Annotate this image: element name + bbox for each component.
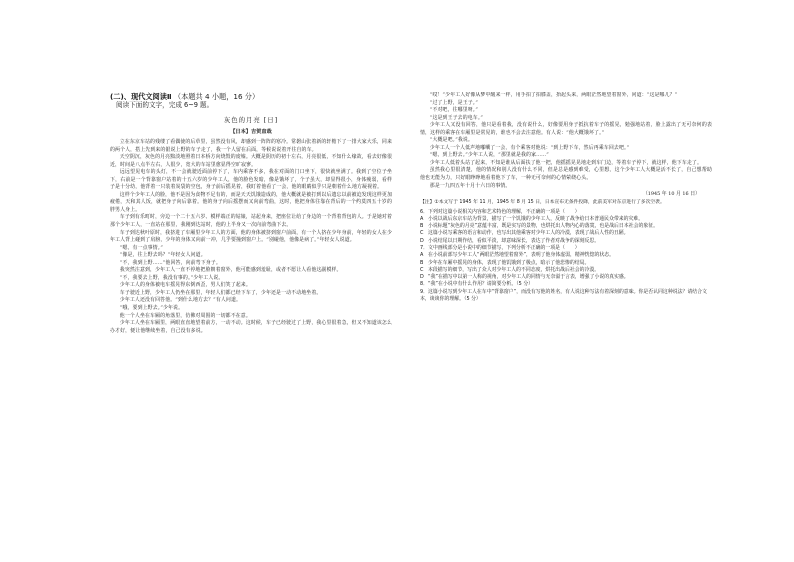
answer-option — [420, 259, 712, 267]
option-text: 小说标题“灰色的月亮”意蕴丰富，既是实写的景物，也烘托出人物内心的落寞，也是战后日本社会的象征。 — [428, 223, 659, 230]
option-text: 少年在车厢中摇晃的身体，表现了他饥饿到了极点，暗示了他悲惨的结局。 — [428, 259, 590, 266]
question-stem: 6．下列对这篇小说相关内容和艺术特色的理解，不正确的一项是（ ） — [420, 208, 580, 215]
option-label: C — [420, 230, 424, 237]
story-paragraph: 我突然注意到，少年工人一直不停地把脸朝着窗外，他可能感到羞耻，或者不愿让人看他这副模样。 — [119, 267, 342, 274]
right-column — [420, 92, 712, 494]
story-paragraph: 那是一九四五年十月十六日的事情。 — [429, 182, 511, 189]
section-instruction: 阅读下面的文字，完成 6~9 题。 — [116, 101, 214, 109]
option-label: C — [420, 266, 424, 273]
story-paragraph: 少年工人低着头站了起来，不知是谁从后面扶了他一把，他摇摇晃晃地走到车门边，等着车子停下，就这样，他下车走了。 — [429, 159, 702, 166]
story-paragraph: 车子驶近上野，少年工人仍坐在那里，年轻人们都已经下车了，少年还是一动不动地坐着。 — [119, 289, 322, 296]
story-title: 灰色的月亮 [日] — [223, 116, 279, 124]
option-text: 在小说前部写少年工人“两眼茫然地望着窗外”，表明了他身体虚弱，精神恍惚的状态。 — [428, 252, 615, 259]
story-paragraph: “大概是吧。”我说。 — [429, 137, 473, 144]
option-label: B — [420, 223, 424, 230]
section-title: (二)、现代文阅读Ⅱ — [110, 92, 172, 101]
story-paragraph: “这是到王子去的电车。” — [429, 114, 484, 121]
option-text: 小说以战后东京车站为背景，描写了一个饥饿的少年工人，反映了战争给日本普通民众带来的灾难。 — [428, 215, 644, 222]
answer-option — [420, 237, 712, 245]
story-paragraph: “嗯，到上野去。”少年工人说，“那里就是我的家……” — [429, 152, 549, 159]
option-label: B — [420, 259, 424, 266]
story-paragraph: “不，我到上野……”他回答，向前弯下身子。 — [119, 259, 221, 266]
option-label: D — [420, 274, 424, 281]
story-date: （1945 年 10 月 16 日） — [642, 191, 700, 198]
story-subtitle: 【日本】吉贺直哉 — [230, 129, 272, 135]
question-stem: 7．文中画线部分是小说中的细节描写，下列分析不正确的一项是（ ） — [420, 245, 580, 251]
story-paragraph: 车子到达秋叶原时，我挤进了车厢里少年工人的方面，他的身体被挤到窗户前面，有一个人挤在少年身前，年轻的女人在少年工人背上碰到了肩膀，少年的身体又向前一冲，几乎要撞到窗户上。“别碰他，他像是病了。”年轻女人说道。 — [110, 229, 392, 244]
story-paragraph: 少年工人一个人低声地嘟囔了一会，有个乘客对他说：“到上野下车，然后再乘车回去吧。” — [429, 144, 630, 151]
story-paragraph: 少年工人坐在车厢里，两眼直直地望着前方，一动不动。这时候，车子已经驶过了上野，我心里很着急，但又不知道该怎么办才好，便让他继续坐着，自己没有多说。 — [110, 320, 392, 334]
story-paragraph: 少年工人又没有回答，他只是看着我，没有说什么，好像要用身子抵抗着车子的摇晃，勉强地站着，脸上露出了无可奈何的表情，这样的乘客在车厢里是常见的，谁也不会去注意他。有人说：“他大概饿坏了。” — [420, 122, 712, 136]
story-paragraph: 立在东京车站的残缕了看偶使的后草里，虽然没有风，却感到一阵阵的寒冷。常磐山张着新的轩檐下了一排大家大乐，同来的两个人，搭上先到来的银说上野的车子走了，我一个人留在后面，等候说说着开往自的车。 — [110, 139, 392, 153]
left-column — [110, 92, 392, 494]
story-paragraph: 少年工人的身体被电车摇晃得东倒西歪，男人们笑了起来。 — [119, 282, 251, 289]
story-paragraph: 虽然我心里很清楚，他的情况和别人没有什么不同，但是总是感到难受，心里想，这个少年工人大概是活不长了，自己想帮助他也无能为力，只好眼睁睁地看着他下了车，一种无可奈何的心情萦绕心头。 — [420, 167, 712, 182]
story-paragraph: 这样个少年工人的脸，他不是因为食物不足有的，而是天天饥饿造成的，他大概就是被打到以后遗忘以前被迫发现这样更加疲倦，天和其人饭，就把身子向后靠着。他的身子向后摇摆而又向前弯曲，这时，他把身体往靠在背后的一个约莫四五十岁的胖男人身上。 — [110, 191, 392, 213]
story-paragraphs-left — [110, 139, 392, 335]
story-paragraph: “过了上野，是王子。” — [429, 99, 479, 106]
footnote: 【注】①本文写于 1945 年 11 月，1945 年 8 月 15 日，日本宣布无条件投降，此前美军对东京进行了多次空袭。 — [420, 200, 665, 206]
option-text: 本段描写的细节，写出了众人对少年工人的不同态度，烘托出战后社会的冷漠。 — [428, 266, 600, 273]
answer-option — [420, 252, 712, 259]
story-paragraph: “哎！”少年工人好像从梦中醒来一样，用手拍了拍膝盖，抬起头来，两眼茫然地望着窗外，问道：“这是哪儿？” — [429, 92, 678, 98]
option-label: A — [420, 215, 424, 222]
story-paragraphs-right — [420, 92, 712, 190]
story-paragraph: 车子到有乐町时，旁边一个二十五六岁、模样端正的姑娘，站起身来，把座位让给了身边的一个背着背包的人。于是她对着那个少年工人，一直站在那里，我刚到达站时，他的上半身又一次向前弯曲下去。 — [110, 214, 392, 229]
option-text: 小说结尾以日期作结，看似平淡，却意味深长，表达了作者对战争的深刻反思。 — [428, 237, 600, 244]
answer-option — [420, 215, 712, 223]
question-8: 8．“我”在小说中有什么作用？请简要分析。（5 分） — [420, 281, 534, 288]
story-paragraph: 少年工人还没有回答他。“到什么地方去？”有人问道。 — [119, 297, 242, 304]
story-paragraph: “不对吧，往哪里呀。” — [429, 107, 479, 114]
question-9: 9．这篇小说写到少年工人在车中“背靠窗户”，而没有写他的姓名，有人说这种写法有着深刻的意味。你是否认同这种说法？请结合文本，谈谈你的理解。（5 分） — [420, 288, 707, 303]
option-text: 这篇小说写乘客的语言和动作，也写出其他乘客对少年工人的冷漠，表现了战后人性的丑陋。 — [428, 230, 629, 237]
option-label: D — [420, 237, 424, 244]
question-list — [420, 209, 712, 282]
story-paragraph: 远远望见电车的头灯，不一会就驶近面前停下了，车内乘客不多，我在对面的门口坐下，很快就坐满了。我到了空位子坐下，右前是一个背靠窗户站着的十五六岁的少年工人，他的脸色发暗，像是饿坏了，个子虽大，却显得很小，身体瘦弱，看样子是十分幼，他背着一只装着炭袋的空包，身子前后摇晃着，我盯着他看了一会，他的眼睛似乎只是朝着什么地方凝视着。 — [110, 169, 392, 191]
story-paragraph: “哦，要到上野去。”少年说。 — [119, 305, 184, 312]
option-label: A — [420, 252, 424, 259]
option-text: “我”在描写中以第一人称的视角，对少年工人的同情与无奈溢于言表，增强了小说的真实感。 — [428, 274, 629, 281]
section-score: （本题共 4 小题，16 分） — [173, 92, 260, 101]
section-heading — [110, 92, 392, 101]
story-paragraph: 他一个人坐在车厢的角落里，仿佛对周围的一切都不在意。 — [119, 312, 251, 319]
story-paragraph: “不，我要去上野，我没有事的。”少年工人说。 — [119, 274, 224, 281]
story-paragraph: 天空阴沉，灰色的月亮黯淡地照着日本桥方向烧毁的废墟。大概是阴历的初十左右，月亮很低，不知什么缘故，看去好像很近，时间是八点半左右，人很少，宽大的车站里愈显得空旷寂寥。 — [110, 154, 392, 168]
story-paragraph: “嗯，有一点事情。” — [119, 244, 163, 251]
answer-option — [420, 230, 712, 237]
story-paragraph: “像是，往上野去吗？”年轻女人问道。 — [119, 252, 206, 259]
